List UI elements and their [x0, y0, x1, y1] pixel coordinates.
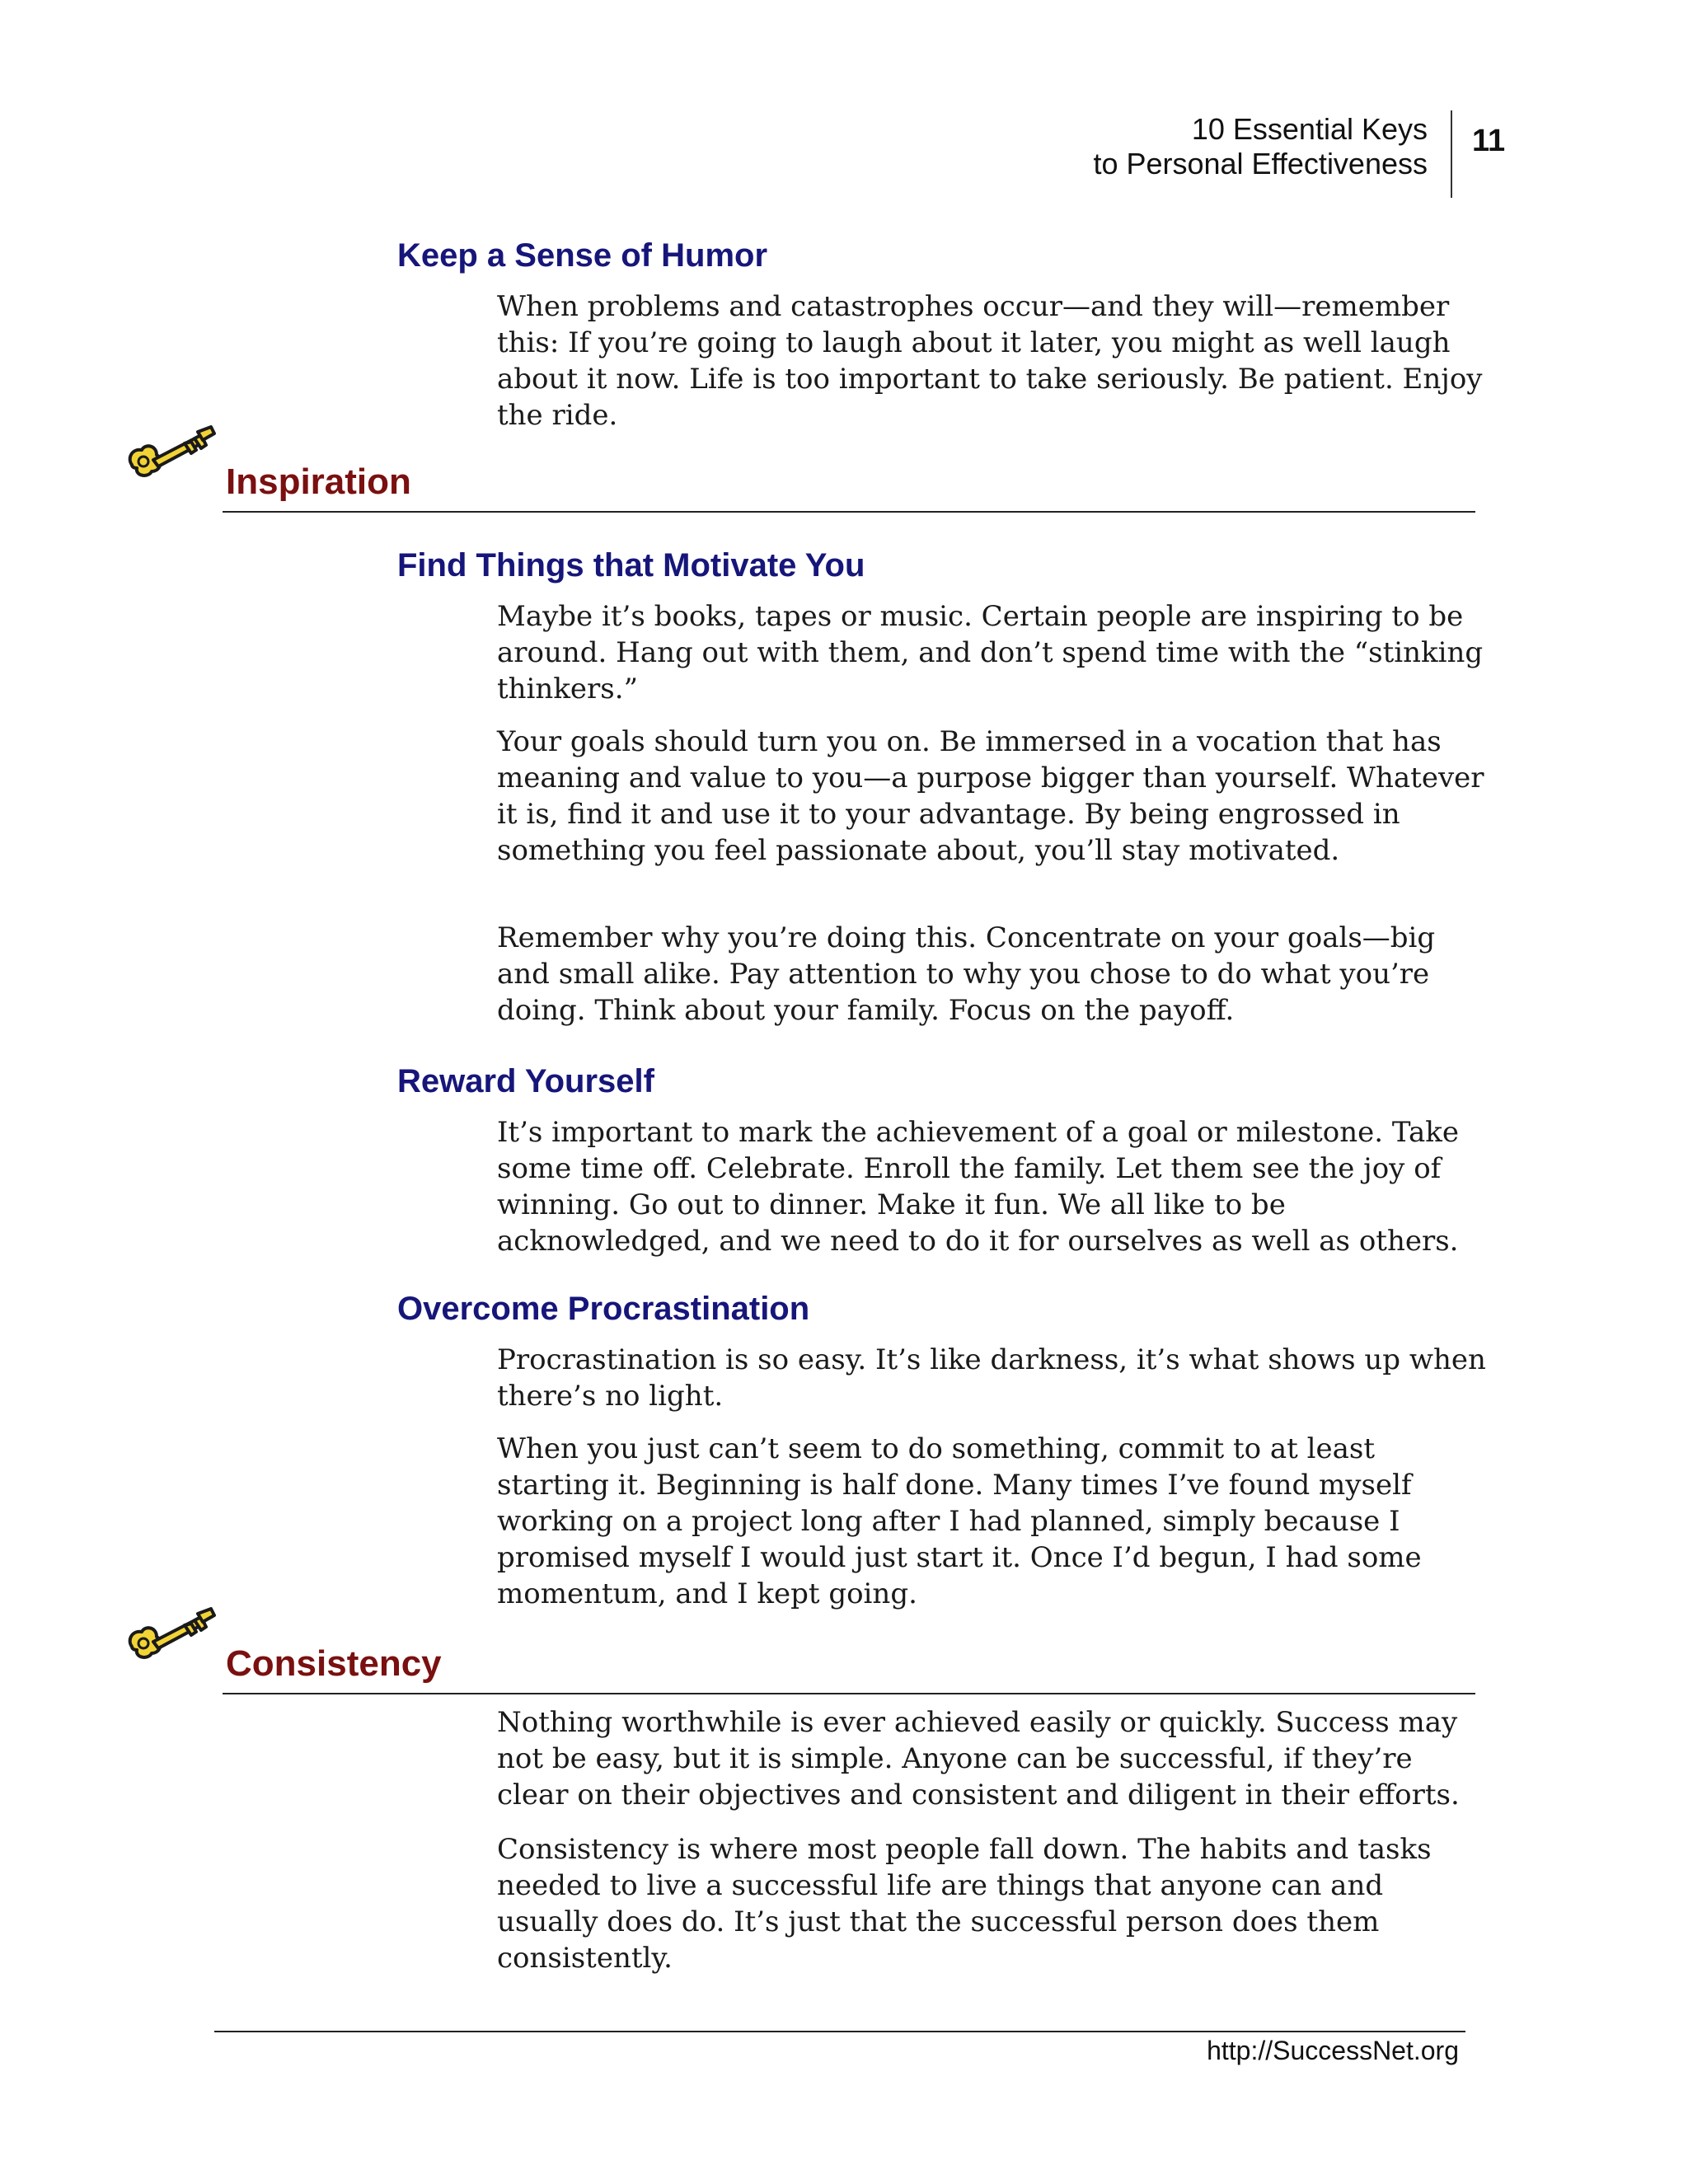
- footer-rule: [214, 2031, 1465, 2032]
- paragraph-procrastination-2: When you just can’t seem to do something, commit to at least starting it. Beginning is half done. Many times I’ve found myself working on a project long after I had planned, simply because I promised myself I would just start it. Once I’d begun, I had some momentum, and I kept going.: [497, 1432, 1422, 1610]
- running-header: [1093, 112, 1428, 181]
- paragraph-motivate-2: Your goals should turn you on. Be immersed in a vocation that has meaning and value to you—a purpose bigger than yourself. Whatever it is, find it and use it to your advantage. By being engrossed in something you feel passionate about, you’ll stay motivated.: [497, 725, 1484, 867]
- page-number: 11: [1472, 124, 1506, 158]
- paragraph-consistency-1: Nothing worthwhile is ever achieved easily or quickly. Success may not be easy, but it is simple. Anyone can be successful, if they’re clear on their objectives and consistent and diligent in their efforts.: [497, 1706, 1460, 1811]
- key-icon: [125, 425, 218, 496]
- heading-keep-sense-of-humor: Keep a Sense of Humor: [397, 237, 768, 274]
- paragraph-humor-1: When problems and catastrophes occur—and they will—remember this: If you’re going to laugh about it later, you might as well laugh about it now. Life is too important to take seriously. Be patient. Enjoy the ride.: [497, 290, 1483, 432]
- footer-url: http://SuccessNet.org: [1207, 2036, 1459, 2065]
- paragraph-reward-1: It’s important to mark the achievement of a goal or milestone. Take some time off. Celebrate. Enroll the family. Let them see the joy of winning. Go out to dinner. Make it fun. We all like to be acknowledged, and we need to do it for ourselves as well as others.: [497, 1116, 1459, 1258]
- key-icon: [125, 1607, 218, 1678]
- header-title-line2: to Personal Effectiveness: [1093, 147, 1428, 180]
- heading-reward-yourself: Reward Yourself: [397, 1063, 654, 1099]
- paragraph-procrastination-1: Procrastination is so easy. It’s like darkness, it’s what shows up when there’s no light.: [497, 1343, 1486, 1413]
- paragraph-motivate-1: Maybe it’s books, tapes or music. Certain people are inspiring to be around. Hang out with them, and don’t spend time with the “stinking thinkers.”: [497, 600, 1484, 705]
- heading-consistency: Consistency: [226, 1643, 442, 1684]
- heading-overcome-procrastination: Overcome Procrastination: [397, 1291, 810, 1327]
- paragraph-motivate-3: Remember why you’re doing this. Concentrate on your goals—big and small alike. Pay attention to why you chose to do what you’re doing. Think about your family. Focus on the payoff.: [497, 921, 1436, 1027]
- page-margin: [0, 0, 177, 2184]
- heading-inspiration-rule: [223, 511, 1475, 513]
- header-divider: [1451, 110, 1452, 198]
- heading-consistency-rule: [223, 1693, 1475, 1694]
- heading-find-things-that-motivate-you: Find Things that Motivate You: [397, 547, 865, 583]
- paragraph-consistency-2: Consistency is where most people fall down. The habits and tasks needed to live a successful life are things that anyone can and usually does do. It’s just that the successful person does them consistently.: [497, 1833, 1432, 1975]
- heading-inspiration: Inspiration: [226, 462, 411, 502]
- header-title-line1: 10 Essential Keys: [1191, 112, 1428, 146]
